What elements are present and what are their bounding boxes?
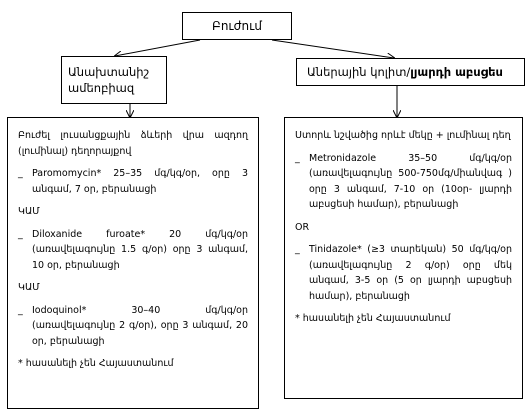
node-asymptomatic-line1: Անախտանիշ [68,65,150,79]
left-drug-1-text: Paromomycin* 25–35 մգ/կգ/օր, օրը 3 անգամ, 7 օր, բերանացի [32,168,248,195]
node-colitis-liver-abscess [296,58,525,86]
arrow-root-to-right [272,40,394,58]
left-drug-item-3 [18,303,248,350]
bullet-dash: _ [295,152,300,164]
right-drug-1-text: Metronidazole 35–50 մգ/կգ/օր (առավելագույնը 500-750մգ/միանվագ ) օրը 3 անգամ, 7-10 օր (10օր- լյարդի աբսցեսի համար), բերանացի [309,152,512,210]
detail-box-luminal-treatment [7,117,259,409]
node-asymptomatic-amoebiasis [61,56,167,104]
right-or-1: OR [295,221,310,233]
root-label: Բուժում [212,19,262,33]
right-drug-item-1 [295,151,512,213]
left-or-1: ԿԱՄ [18,206,40,217]
root-node-treatment [182,12,292,40]
node-asymptomatic-line2: ամեոբիազ [68,81,135,95]
bullet-dash: _ [18,228,23,240]
left-drug-2-text: Diloxanide furoate* 20 մգ/կգ/օր (առավելագույնը 1.5 գ/օր) օրը 3 անգամ, 10 օր, բերանացի [32,228,248,271]
node-colitis-label [307,64,524,80]
left-drug-item-2 [18,227,248,274]
node-colitis-suffix: լյարդի աբսցես [410,65,503,79]
arrow-root-to-left [115,40,200,56]
bullet-dash: _ [295,244,300,255]
bullet-dash: _ [18,168,23,179]
left-drug-item-1 [18,166,248,197]
bullet-dash: _ [18,304,23,316]
left-footnote: * հասանելի չեն Հայաստանում [18,358,174,369]
right-intro-text: Ստորև նշվածից որևէ մեկը + լումինալ դեղ [295,130,511,141]
left-drug-3-text: Iodoquinol* 30–40 մգ/կգ/օր (առավելագույնը 2 գ/օր), օրը 3 անգամ, 20 օր, բերանացի [32,304,248,347]
right-drug-2-text: Tinidazole* (≥3 տարեկան) 50 մգ/կգ/օր (առավելագույնը 2 գ/օր) օրը մեկ անգամ, 3-5 օր (5 օր լյարդի աբսցեսի համար), բերանացի [309,244,512,302]
node-colitis-prefix: Աներային կոլիտ/ [307,65,411,79]
left-intro-text: Բուժել լուսանցքային ձևերի վրա ազդող (լումինալ) դեղորայքով [18,130,248,157]
detail-box-colitis-treatment [284,117,523,399]
left-or-2: ԿԱՄ [18,282,40,293]
right-footnote: * հասանելի չեն Հայաստանում [295,313,451,324]
right-drug-item-2 [295,242,512,304]
